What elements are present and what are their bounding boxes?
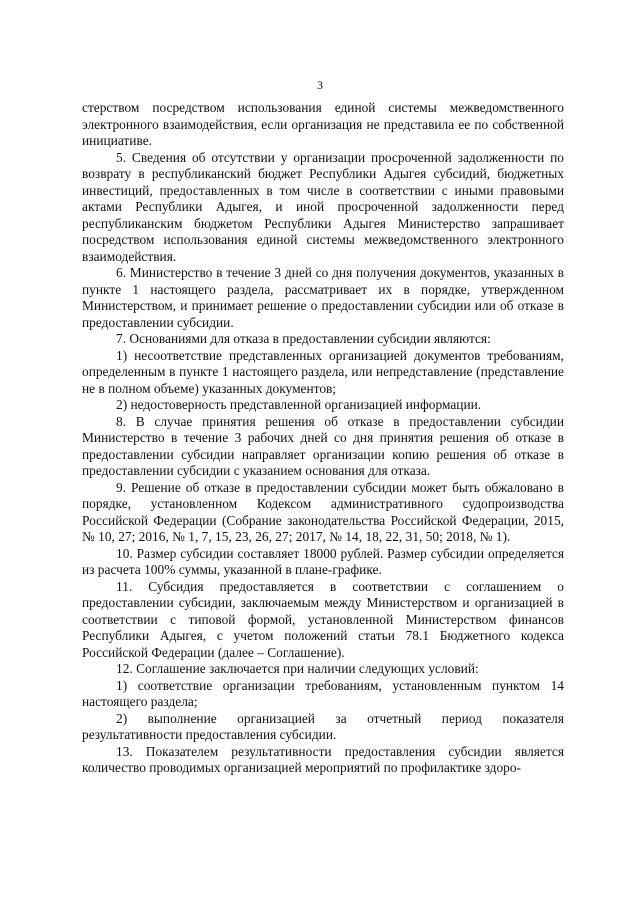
paragraph: 8. В случае принятия решения об отказе в предоставлении субсидии Министерство в течение 3 рабочих дней со дня принятия решения об отказе в предоставлении субсидии направляет организации копию решения об отказе в предоставлении субсидии с указанием основания для отказа. <box>82 413 564 478</box>
paragraph: 2) выполнение организацией за отчетный период показателя результативности предоставления субсидии. <box>82 710 564 742</box>
paragraph: 13. Показателем результативности предоставления субсидии является количество проводимых организацией мероприятий по профилактике здоро- <box>82 743 564 775</box>
paragraph: стерством посредством использования единой системы межведомственного электронного взаимодействия, если организация не представила ее по собственной инициативе. <box>82 100 564 148</box>
paragraph: 9. Решение об отказе в предоставлении субсидии может быть обжаловано в порядке, установленном Кодексом административного судопроизводства Российской Федерации (Собрание законодательства Российской Федерации, 2015, № 10, 27; 2016, № 1, 7, 15, 23, 26, 27; 2017, № 14, 18, 22, 31, 50; 2018, № 1). <box>82 479 564 544</box>
paragraph: 10. Размер субсидии составляет 18000 рублей. Размер субсидии определяется из расчета 100% суммы, указанной в плане-графике. <box>82 545 564 577</box>
page-number: 3 <box>317 78 323 92</box>
paragraph: 1) соответствие организации требованиям, установленным пунктом 14 настоящего раздела; <box>82 677 564 709</box>
paragraph: 2) недостоверность представленной организацией информации. <box>116 397 482 412</box>
paragraph: 1) несоответствие представленных организацией документов требованиям, определенным в пункте 1 настоящего раздела, или непредставление (представление не в полном объеме) указанных документов; <box>82 347 564 396</box>
paragraph: 5. Сведения об отсутствии у организации просроченной задолженности по возврату в республиканский бюджет Республики Адыгея субсидий, бюджетных инвестиций, предоставленных в том числе в соответствии с иными правовыми актами Республики Адыгея, и иной просроченной задолженности перед республиканским бюджетом Республики Адыгея Министерство запрашивает посредством использования единой системы межведомственного электронного взаимодействия. <box>82 149 564 264</box>
document-body <box>82 100 564 777</box>
paragraph: 7. Основаниями для отказа в предоставлении субсидии являются: <box>116 331 491 346</box>
paragraph: 6. Министерство в течение 3 дней со дня получения документов, указанных в пункте 1 настоящего раздела, рассматривает их в порядке, утвержденном Министерством, и принимает решение о предоставлении субсидии или об отказе в предоставлении субсидии. <box>82 265 564 330</box>
paragraph: 12. Соглашение заключается при наличии следующих условий: <box>116 661 479 676</box>
paragraph: 11. Субсидия предоставляется в соответствии с соглашением о предоставлении субсидии, заключаемым между Министерством и организацией в соответствии с типовой формой, установленной Министерством финансов Республики Адыгея, с учетом положений статьи 78.1 Бюджетного кодекса Российской Федерации (далее – Соглашение). <box>82 578 564 660</box>
